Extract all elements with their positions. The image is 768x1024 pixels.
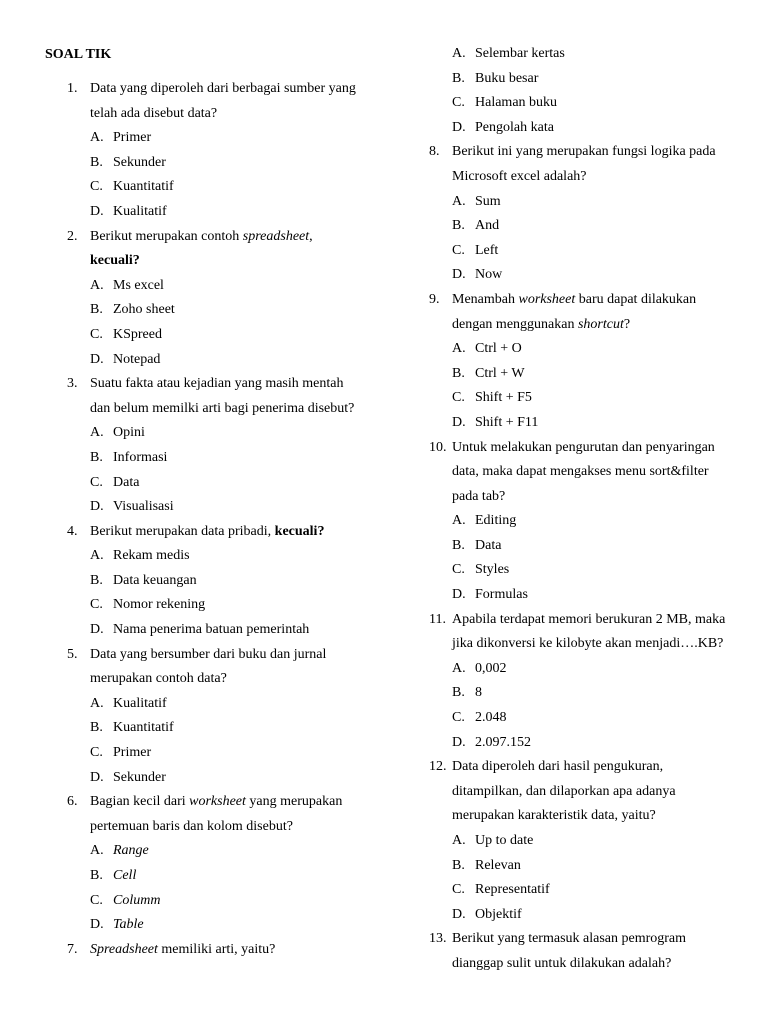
question-continuation	[0, 167, 768, 195]
option-letter: C.	[90, 474, 103, 490]
answer-option	[0, 560, 768, 585]
question-number: 6.	[67, 794, 78, 810]
option-letter: D.	[452, 119, 466, 135]
question-continuation	[0, 315, 768, 340]
answer-option	[0, 536, 768, 564]
text-run: And	[475, 218, 500, 234]
text-run: telah ada disebut data?	[90, 105, 218, 121]
text-run: Representatif	[475, 882, 550, 898]
text-run: Buku besar	[475, 70, 539, 86]
text-run: Primer	[113, 130, 152, 146]
option-letter: D.	[90, 203, 104, 219]
question-number: 12.	[429, 759, 447, 775]
text-run: Berikut merupakan data pribadi,	[90, 523, 275, 539]
option-text	[475, 118, 554, 138]
text-run: Ms excel	[113, 277, 164, 293]
option-letter: B.	[90, 302, 103, 318]
option-letter: B.	[452, 685, 465, 701]
option-letter: D.	[90, 351, 104, 367]
answer-option	[0, 118, 768, 146]
option-letter: D.	[90, 499, 104, 515]
option-text	[475, 536, 501, 556]
answer-option	[0, 585, 768, 613]
text-run: Ctrl + O	[475, 341, 522, 357]
option-text	[475, 733, 531, 753]
question-text	[452, 487, 505, 507]
question-continuation	[0, 954, 768, 979]
text-run: KSpreed	[113, 326, 162, 342]
question-continuation	[0, 487, 768, 515]
answer-option	[0, 831, 768, 859]
text-run: Bagian kecil dari	[90, 794, 190, 810]
text-run: kecuali?	[90, 253, 140, 269]
answer-option	[0, 339, 768, 364]
text-run: Sum	[475, 193, 501, 209]
text-run: Visualisasi	[113, 499, 174, 515]
answer-option	[0, 880, 768, 905]
option-text	[475, 192, 501, 212]
text-run: 2.097.152	[475, 734, 531, 750]
text-run: memiliki arti, yaitu?	[157, 941, 276, 957]
text-run: Rekam medis	[113, 548, 190, 564]
option-letter: C.	[90, 179, 103, 195]
text-run: shortcut	[577, 316, 624, 332]
option-letter: C.	[90, 745, 103, 761]
option-letter: C.	[90, 326, 103, 342]
option-text	[475, 216, 499, 236]
option-text	[475, 511, 516, 531]
question-line	[0, 142, 768, 167]
text-run: Data	[475, 537, 502, 553]
answer-option	[0, 93, 768, 118]
option-letter: C.	[452, 242, 465, 258]
option-text	[475, 241, 498, 261]
question-text	[452, 757, 663, 777]
question-continuation	[0, 462, 768, 487]
question-number: 2.	[67, 228, 78, 244]
option-letter: A.	[452, 513, 466, 529]
question-text	[452, 806, 656, 826]
text-run: Kualitatif	[113, 695, 167, 711]
document-title: SOAL TIK	[45, 47, 112, 62]
text-run: Spreadsheet	[90, 941, 158, 957]
answer-option	[0, 413, 768, 441]
question-number: 10.	[429, 439, 447, 455]
text-run: worksheet	[518, 291, 576, 307]
text-run: merupakan karakteristik data, yaitu?	[452, 808, 656, 824]
text-run: jika dikonversi ke kilobyte akan menjadi….KB?	[452, 636, 724, 652]
question-number: 1.	[67, 81, 78, 96]
option-text	[475, 831, 533, 851]
option-text	[475, 659, 507, 679]
text-run: Columm	[113, 892, 161, 908]
option-text	[475, 560, 509, 580]
right-column	[0, 44, 768, 979]
answer-option	[0, 192, 768, 217]
option-text	[475, 585, 528, 605]
option-letter: D.	[90, 769, 104, 785]
text-run: Selembar kertas	[475, 46, 565, 61]
option-letter: C.	[90, 892, 103, 908]
text-run: Table	[113, 917, 144, 933]
text-run: Menambah	[452, 291, 519, 307]
option-letter: A.	[90, 548, 104, 564]
text-run: Opini	[113, 425, 145, 441]
question-line	[0, 290, 768, 318]
text-run: Relevan	[475, 857, 521, 873]
option-letter: D.	[452, 906, 466, 922]
text-run: worksheet	[189, 794, 246, 810]
option-text	[475, 708, 507, 728]
option-letter: D.	[90, 917, 104, 933]
text-run: Data	[113, 474, 140, 490]
question-text	[452, 315, 630, 335]
text-run: Pengolah kata	[475, 119, 554, 135]
option-text	[475, 905, 522, 925]
text-run: Ctrl + W	[475, 365, 525, 381]
option-letter: A.	[452, 46, 466, 61]
option-text	[475, 364, 525, 384]
question-text	[452, 610, 725, 630]
question-continuation	[0, 782, 768, 810]
text-run: Untuk melakukan pengurutan dan penyaringan	[452, 439, 715, 455]
text-run: spreadsheet	[242, 228, 310, 244]
option-letter: C.	[452, 882, 465, 898]
answer-option	[0, 856, 768, 881]
answer-option	[0, 388, 768, 413]
text-run: kecuali?	[274, 523, 325, 539]
option-letter: A.	[452, 341, 466, 357]
option-letter: D.	[452, 267, 466, 283]
option-text	[475, 856, 521, 876]
question-line	[0, 438, 768, 463]
option-letter: A.	[90, 277, 104, 293]
question-text	[452, 142, 716, 162]
question-number: 9.	[429, 291, 440, 307]
text-run: Nomor rekening	[113, 597, 206, 613]
option-text	[475, 93, 557, 113]
option-letter: B.	[90, 154, 103, 170]
text-run: Berikut ini yang merupakan fungsi logika pada	[452, 144, 716, 160]
text-run: Sekunder	[113, 769, 166, 785]
text-run: Now	[475, 267, 503, 283]
answer-option	[0, 905, 768, 933]
text-run: merupakan contoh data?	[90, 671, 227, 687]
text-run: Shift + F5	[475, 390, 532, 406]
option-text	[475, 339, 522, 359]
option-letter: B.	[90, 572, 103, 588]
option-letter: D.	[452, 587, 466, 603]
question-number: 5.	[67, 646, 78, 662]
question-text	[452, 167, 587, 187]
option-letter: A.	[452, 833, 466, 848]
answer-option	[0, 69, 768, 94]
question-line	[0, 929, 768, 954]
text-run: Data keuangan	[113, 572, 197, 588]
option-text	[475, 265, 502, 285]
option-text	[475, 413, 538, 433]
question-text	[452, 782, 676, 802]
text-run: Zoho sheet	[113, 302, 175, 318]
question-line	[0, 757, 768, 782]
option-letter: A.	[90, 695, 104, 711]
option-text	[475, 44, 565, 64]
text-run: Up to date	[475, 833, 534, 848]
answer-option	[0, 241, 768, 269]
answer-option	[0, 708, 768, 736]
text-run: Sekunder	[113, 154, 166, 170]
text-run: Microsoft excel adalah?	[452, 168, 587, 184]
option-letter: B.	[452, 70, 465, 86]
text-run: 0,002	[475, 660, 507, 676]
text-run: yang merupakan	[245, 794, 343, 810]
text-run: Kuantitatif	[113, 720, 174, 736]
question-number: 11.	[429, 611, 446, 627]
question-line	[0, 610, 768, 638]
option-letter: C.	[452, 390, 465, 406]
text-run: Objektif	[475, 906, 522, 922]
option-letter: B.	[90, 868, 103, 883]
answer-option	[0, 683, 768, 708]
option-letter: B.	[452, 857, 465, 873]
text-run: Halaman buku	[475, 95, 558, 111]
text-run: dan belum memilki arti bagi penerima disebut?	[90, 400, 355, 416]
text-run: Data yang bersumber dari buku dan jurnal	[90, 646, 327, 662]
text-run: Nama penerima batuan pemerintah	[113, 622, 310, 638]
text-run: Editing	[475, 513, 517, 529]
text-run: pertemuan baris dan kolom disebut?	[90, 818, 293, 834]
text-run: 8	[475, 685, 482, 701]
answer-option	[0, 364, 768, 392]
question-text	[452, 462, 709, 482]
option-letter: A.	[452, 193, 466, 209]
option-letter: A.	[90, 843, 104, 859]
question-number: 3.	[67, 376, 78, 392]
text-run: baru dapat dilakukan	[575, 291, 697, 307]
text-run: Notepad	[113, 351, 161, 367]
option-letter: A.	[90, 130, 104, 146]
question-text	[452, 929, 686, 949]
option-letter: C.	[452, 710, 465, 726]
text-run: ,	[309, 228, 313, 244]
option-letter: C.	[90, 597, 103, 613]
text-run: 2.048	[475, 710, 507, 726]
text-run: Formulas	[475, 587, 528, 603]
text-run: Cell	[113, 868, 137, 883]
option-letter: B.	[90, 449, 103, 465]
option-letter: D.	[452, 734, 466, 750]
answer-option	[0, 733, 768, 761]
option-letter: A.	[90, 425, 104, 441]
text-run: pada tab?	[452, 488, 506, 504]
text-run: Left	[475, 242, 499, 258]
option-letter: B.	[452, 218, 465, 234]
question-continuation	[0, 806, 768, 831]
text-run: dianggap sulit untuk dilakukan adalah?	[452, 955, 672, 971]
text-run: Data yang diperoleh dari berbagai sumber yang	[90, 81, 356, 96]
option-letter: C.	[452, 562, 465, 578]
question-number: 13.	[429, 931, 447, 947]
text-run: Styles	[475, 562, 510, 578]
question-continuation	[0, 634, 768, 659]
option-text	[475, 683, 482, 703]
text-run: Primer	[113, 745, 152, 761]
text-run: ?	[623, 316, 631, 332]
text-run: Shift + F11	[475, 414, 539, 430]
option-letter: B.	[452, 537, 465, 553]
text-run: ditampilkan, dan dilaporkan apa adanya	[452, 783, 676, 799]
option-letter: B.	[452, 365, 465, 381]
option-letter: B.	[90, 720, 103, 736]
option-text	[475, 880, 550, 900]
question-text	[452, 438, 715, 458]
text-run: Kuantitatif	[113, 179, 174, 195]
text-run: Berikut merupakan contoh	[90, 228, 243, 244]
option-letter: A.	[452, 660, 466, 676]
question-text	[452, 954, 671, 974]
answer-option	[0, 216, 768, 241]
text-run: Berikut yang termasuk alasan pemrogram	[452, 931, 687, 947]
option-letter: D.	[452, 414, 466, 430]
question-text	[452, 290, 696, 310]
question-number: 4.	[67, 523, 78, 539]
text-run: data, maka dapat mengakses menu sort&filter	[452, 464, 709, 480]
option-letter: D.	[90, 622, 104, 638]
text-run: Informasi	[113, 449, 168, 465]
text-run: dengan menggunakan	[452, 316, 578, 332]
text-run: Apabila terdapat memori berukuran 2 MB, maka	[452, 611, 726, 627]
answer-option	[0, 44, 768, 69]
option-letter: C.	[452, 95, 465, 111]
answer-option	[0, 511, 768, 536]
text-run: Range	[113, 843, 149, 859]
question-text	[452, 634, 723, 654]
question-number: 8.	[429, 144, 440, 160]
answer-option	[0, 265, 768, 290]
text-run: Suatu fakta atau kejadian yang masih mentah	[90, 376, 344, 392]
option-text	[475, 388, 532, 408]
text-run: Data diperoleh dari hasil pengukuran,	[452, 759, 664, 775]
option-text	[475, 69, 538, 89]
question-number: 7.	[67, 941, 78, 957]
answer-option	[0, 659, 768, 687]
text-run: Kualitatif	[113, 203, 167, 219]
